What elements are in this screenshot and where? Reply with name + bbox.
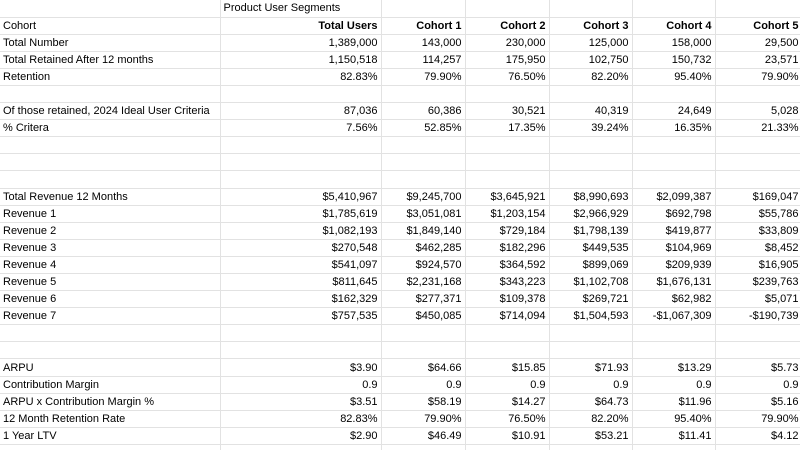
value-cell[interactable]: $64.66	[381, 359, 465, 376]
value-cell[interactable]: $343,223	[465, 274, 549, 291]
value-cell[interactable]	[549, 325, 632, 342]
cell[interactable]	[0, 0, 220, 17]
value-cell[interactable]	[632, 171, 715, 188]
row-label-cell[interactable]	[0, 85, 220, 102]
value-cell[interactable]: $11.96	[632, 393, 715, 410]
row-label-cell[interactable]	[0, 137, 220, 154]
value-cell[interactable]: $104,969	[632, 239, 715, 256]
value-cell[interactable]: 87,036	[220, 103, 381, 120]
value-cell[interactable]: $55,786	[715, 205, 800, 222]
value-cell[interactable]: 7.56%	[220, 120, 381, 137]
value-cell[interactable]: 40,319	[549, 103, 632, 120]
row-label-cell[interactable]	[0, 154, 220, 171]
value-cell[interactable]	[632, 137, 715, 154]
table-row	[0, 256, 800, 273]
value-cell[interactable]	[549, 154, 632, 171]
header-label-cell[interactable]: Cohort	[0, 17, 220, 34]
row-label-cell[interactable]: Revenue 3	[0, 239, 220, 256]
header-cell-cohort-4[interactable]: Cohort 4	[632, 17, 715, 34]
value-cell[interactable]: $16,905	[715, 256, 800, 273]
value-cell[interactable]: $162,329	[220, 291, 381, 308]
value-cell[interactable]: $169,047	[715, 188, 800, 205]
table-row	[0, 103, 800, 120]
header-cell-cohort-5[interactable]: Cohort 5	[715, 17, 800, 34]
value-cell[interactable]	[549, 171, 632, 188]
row-label-cell[interactable]: Of those retained, 2024 Ideal User Criteria	[0, 103, 220, 120]
table-row	[0, 239, 800, 256]
table-row	[0, 68, 800, 85]
value-cell[interactable]: $3.51	[220, 393, 381, 410]
value-cell[interactable]: $541,097	[220, 256, 381, 273]
value-cell[interactable]: 79.90%	[715, 68, 800, 85]
value-cell[interactable]	[549, 342, 632, 359]
title-row	[0, 0, 800, 17]
header-cell-cohort-2[interactable]: Cohort 2	[465, 17, 549, 34]
value-cell[interactable]: $4.12	[715, 427, 800, 444]
value-cell[interactable]	[715, 85, 800, 102]
value-cell[interactable]	[715, 444, 800, 450]
value-cell[interactable]: 1,150,518	[220, 51, 381, 68]
value-cell[interactable]: $64.73	[549, 393, 632, 410]
value-cell[interactable]: $1,849,140	[381, 222, 465, 239]
value-cell[interactable]: $182,296	[465, 239, 549, 256]
value-cell[interactable]: $2,099,387	[632, 188, 715, 205]
value-cell[interactable]: 30,521	[465, 103, 549, 120]
value-cell[interactable]	[715, 325, 800, 342]
table-row	[0, 274, 800, 291]
value-cell[interactable]: $13.29	[632, 359, 715, 376]
value-cell[interactable]: 82.83%	[220, 68, 381, 85]
row-label-cell[interactable]: ARPU x Contribution Margin %	[0, 393, 220, 410]
table-row	[0, 342, 800, 359]
table-row	[0, 308, 800, 325]
row-label-cell[interactable]: 12 Month Retention Rate	[0, 410, 220, 427]
value-cell[interactable]	[465, 325, 549, 342]
value-cell[interactable]: $14.27	[465, 393, 549, 410]
value-cell[interactable]: $1,676,131	[632, 274, 715, 291]
value-cell[interactable]: 0.9	[220, 376, 381, 393]
value-cell[interactable]: $419,877	[632, 222, 715, 239]
row-label-cell[interactable]: Contribution Margin	[0, 376, 220, 393]
row-label-cell[interactable]	[0, 342, 220, 359]
value-cell[interactable]: 0.9	[381, 376, 465, 393]
value-cell[interactable]: $109,378	[465, 291, 549, 308]
table-row	[0, 171, 800, 188]
row-label-cell[interactable]: Revenue 4	[0, 256, 220, 273]
value-cell[interactable]: $1,203,154	[465, 205, 549, 222]
value-cell[interactable]: 175,950	[465, 51, 549, 68]
value-cell[interactable]: 29,500	[715, 34, 800, 51]
value-cell[interactable]: 82.20%	[549, 410, 632, 427]
value-cell[interactable]: 17.35%	[465, 120, 549, 137]
value-cell[interactable]	[381, 85, 465, 102]
value-cell[interactable]: $3,645,921	[465, 188, 549, 205]
value-cell[interactable]: -$1,067,309	[632, 308, 715, 325]
value-cell[interactable]: $5.16	[715, 393, 800, 410]
value-cell[interactable]: 24,649	[632, 103, 715, 120]
value-cell[interactable]: 158,000	[632, 34, 715, 51]
cell[interactable]	[715, 0, 800, 17]
value-cell[interactable]	[465, 137, 549, 154]
table-row	[0, 222, 800, 239]
value-cell[interactable]: 60,386	[381, 103, 465, 120]
value-cell[interactable]: $462,285	[381, 239, 465, 256]
value-cell[interactable]: 76.50%	[465, 68, 549, 85]
value-cell[interactable]: $8,990,693	[549, 188, 632, 205]
row-label-cell[interactable]: % Critera	[0, 120, 220, 137]
value-cell[interactable]: $1,102,708	[549, 274, 632, 291]
row-label-cell[interactable]: Revenue 5	[0, 274, 220, 291]
value-cell[interactable]	[381, 171, 465, 188]
value-cell[interactable]: 143,000	[381, 34, 465, 51]
value-cell[interactable]: $3,051,081	[381, 205, 465, 222]
value-cell[interactable]	[549, 85, 632, 102]
value-cell[interactable]	[220, 444, 381, 450]
row-label-cell[interactable]: Revenue 6	[0, 291, 220, 308]
value-cell[interactable]: 82.20%	[549, 68, 632, 85]
value-cell[interactable]: $449,535	[549, 239, 632, 256]
value-cell[interactable]: 0.9	[465, 376, 549, 393]
value-cell[interactable]: 79.90%	[381, 410, 465, 427]
value-cell[interactable]: 102,750	[549, 51, 632, 68]
row-label-cell[interactable]: Revenue 2	[0, 222, 220, 239]
value-cell[interactable]	[632, 444, 715, 450]
value-cell[interactable]	[465, 444, 549, 450]
value-cell[interactable]: $239,763	[715, 274, 800, 291]
table-row	[0, 137, 800, 154]
value-cell[interactable]: $924,570	[381, 256, 465, 273]
value-cell[interactable]: $277,371	[381, 291, 465, 308]
row-label-cell[interactable]	[0, 325, 220, 342]
value-cell[interactable]: 230,000	[465, 34, 549, 51]
value-cell[interactable]	[220, 325, 381, 342]
table-row	[0, 325, 800, 342]
value-cell[interactable]: $757,535	[220, 308, 381, 325]
cell[interactable]	[220, 0, 381, 17]
row-label-cell[interactable]: Total Number	[0, 34, 220, 51]
value-cell[interactable]: $1,798,139	[549, 222, 632, 239]
row-label-cell[interactable]: Revenue 1	[0, 205, 220, 222]
value-cell[interactable]: $2.90	[220, 427, 381, 444]
value-cell[interactable]: 5,028	[715, 103, 800, 120]
value-cell[interactable]: $71.93	[549, 359, 632, 376]
cell[interactable]	[549, 0, 632, 17]
value-cell[interactable]	[549, 444, 632, 450]
table-row	[0, 410, 800, 427]
value-cell[interactable]	[220, 171, 381, 188]
value-cell[interactable]: 150,732	[632, 51, 715, 68]
value-cell[interactable]	[220, 85, 381, 102]
value-cell[interactable]	[220, 342, 381, 359]
value-cell[interactable]: $1,082,193	[220, 222, 381, 239]
table-row	[0, 359, 800, 376]
value-cell[interactable]: $270,548	[220, 239, 381, 256]
value-cell[interactable]: $8,452	[715, 239, 800, 256]
value-cell[interactable]	[715, 171, 800, 188]
table-row	[0, 376, 800, 393]
value-cell[interactable]	[465, 342, 549, 359]
table-row	[0, 427, 800, 444]
value-cell[interactable]: $11.41	[632, 427, 715, 444]
cell[interactable]	[381, 0, 465, 17]
value-cell[interactable]: $2,231,168	[381, 274, 465, 291]
value-cell[interactable]: $33,809	[715, 222, 800, 239]
table-row	[0, 393, 800, 410]
value-cell[interactable]	[715, 154, 800, 171]
table-row	[0, 188, 800, 205]
value-cell[interactable]: $364,592	[465, 256, 549, 273]
value-cell[interactable]	[632, 342, 715, 359]
value-cell[interactable]: 39.24%	[549, 120, 632, 137]
row-label-cell[interactable]: 1 Year LTV	[0, 427, 220, 444]
value-cell[interactable]: $10.91	[465, 427, 549, 444]
value-cell[interactable]: 0.9	[715, 376, 800, 393]
value-cell[interactable]: 52.85%	[381, 120, 465, 137]
table-row	[0, 154, 800, 171]
value-cell[interactable]: 16.35%	[632, 120, 715, 137]
value-cell[interactable]: 79.90%	[381, 68, 465, 85]
value-cell[interactable]: 1,389,000	[220, 34, 381, 51]
value-cell[interactable]	[715, 342, 800, 359]
value-cell[interactable]: $1,504,593	[549, 308, 632, 325]
value-cell[interactable]: 79.90%	[715, 410, 800, 427]
value-cell[interactable]: $5,071	[715, 291, 800, 308]
row-label-cell[interactable]: Retention	[0, 68, 220, 85]
value-cell[interactable]	[715, 137, 800, 154]
value-cell[interactable]	[465, 154, 549, 171]
value-cell[interactable]: 114,257	[381, 51, 465, 68]
cell[interactable]	[632, 0, 715, 17]
value-cell[interactable]	[632, 85, 715, 102]
header-cell-total-users[interactable]: Total Users	[220, 17, 381, 34]
value-cell[interactable]: $58.19	[381, 393, 465, 410]
sheet-title: Product User Segments	[223, 2, 341, 14]
table-row	[0, 205, 800, 222]
value-cell[interactable]: $1,785,619	[220, 205, 381, 222]
value-cell[interactable]: 21.33%	[715, 120, 800, 137]
value-cell[interactable]: $450,085	[381, 308, 465, 325]
value-cell[interactable]	[381, 137, 465, 154]
value-cell[interactable]: $899,069	[549, 256, 632, 273]
value-cell[interactable]: $5.73	[715, 359, 800, 376]
value-cell[interactable]: -$190,739	[715, 308, 800, 325]
cell[interactable]	[465, 0, 549, 17]
value-cell[interactable]: $15.85	[465, 359, 549, 376]
header-row	[0, 17, 800, 34]
value-cell[interactable]	[220, 137, 381, 154]
row-label-cell[interactable]	[0, 171, 220, 188]
row-label-cell[interactable]: Total Revenue 12 Months	[0, 188, 220, 205]
value-cell[interactable]: 76.50%	[465, 410, 549, 427]
row-label-cell[interactable]: Revenue 7	[0, 308, 220, 325]
value-cell[interactable]	[465, 171, 549, 188]
value-cell[interactable]	[632, 154, 715, 171]
value-cell[interactable]: $9,245,700	[381, 188, 465, 205]
value-cell[interactable]: $692,798	[632, 205, 715, 222]
value-cell[interactable]	[632, 325, 715, 342]
value-cell[interactable]: $269,721	[549, 291, 632, 308]
row-label-cell[interactable]: ARPU	[0, 359, 220, 376]
row-label-cell[interactable]	[0, 444, 220, 450]
row-label-cell[interactable]: Total Retained After 12 months	[0, 51, 220, 68]
value-cell[interactable]: $729,184	[465, 222, 549, 239]
value-cell[interactable]	[549, 137, 632, 154]
value-cell[interactable]	[381, 325, 465, 342]
table-row	[0, 120, 800, 137]
value-cell[interactable]: $3.90	[220, 359, 381, 376]
header-cell-cohort-1[interactable]: Cohort 1	[381, 17, 465, 34]
value-cell[interactable]	[381, 444, 465, 450]
value-cell[interactable]: 125,000	[549, 34, 632, 51]
value-cell[interactable]: $209,939	[632, 256, 715, 273]
value-cell[interactable]: 82.83%	[220, 410, 381, 427]
value-cell[interactable]: 0.9	[549, 376, 632, 393]
value-cell[interactable]: 0.9	[632, 376, 715, 393]
table-row	[0, 85, 800, 102]
value-cell[interactable]: 23,571	[715, 51, 800, 68]
value-cell[interactable]: $53.21	[549, 427, 632, 444]
table-row	[0, 291, 800, 308]
value-cell[interactable]	[381, 154, 465, 171]
value-cell[interactable]: $714,094	[465, 308, 549, 325]
header-cell-cohort-3[interactable]: Cohort 3	[549, 17, 632, 34]
value-cell[interactable]: $46.49	[381, 427, 465, 444]
value-cell[interactable]	[381, 342, 465, 359]
value-cell[interactable]: 95.40%	[632, 68, 715, 85]
table-row	[0, 51, 800, 68]
table-row	[0, 34, 800, 51]
value-cell[interactable]	[220, 154, 381, 171]
value-cell[interactable]	[465, 85, 549, 102]
value-cell[interactable]: $811,645	[220, 274, 381, 291]
value-cell[interactable]: $62,982	[632, 291, 715, 308]
value-cell[interactable]: $5,410,967	[220, 188, 381, 205]
value-cell[interactable]: $2,966,929	[549, 205, 632, 222]
value-cell[interactable]: 95.40%	[632, 410, 715, 427]
table-row	[0, 444, 800, 450]
